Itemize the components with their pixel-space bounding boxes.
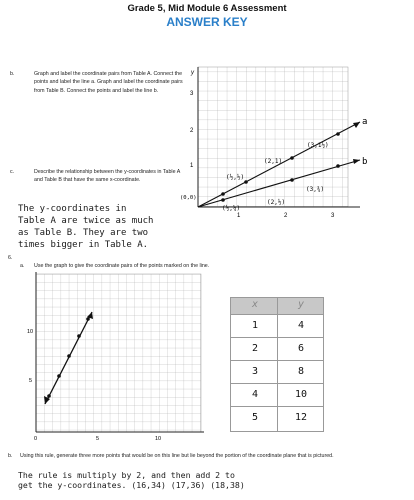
answer-line: The y-coordinates in (18, 204, 127, 214)
coordinate-table (230, 297, 324, 432)
point-a-half (221, 192, 225, 196)
table-cell-y: 8 (297, 366, 305, 377)
page-title: Grade 5, Mid Module 6 Assessment (127, 3, 287, 14)
y-tick-3: 3 (190, 91, 194, 97)
row-line (231, 337, 323, 338)
y-axis-label: y (191, 70, 194, 76)
part-b-answer-6 (18, 470, 245, 490)
point-b-three (336, 164, 340, 168)
row-line (231, 383, 323, 384)
table-divider (277, 298, 278, 431)
point-b-half (221, 198, 225, 202)
answer-line: The rule is multiply by 2, and then add 2 to (18, 470, 235, 480)
part-c-answer (18, 203, 153, 251)
marked-point (47, 394, 51, 398)
marked-point (86, 317, 90, 321)
origin-label: (0,0) (180, 195, 197, 201)
point-a-one (244, 180, 248, 184)
part-a-instructions: Use the graph to give the coordinate pairs of the points marked on the line. (34, 263, 210, 269)
part-c-question: Describe the relationship between the y-coordinates in Table A and Table B that have the same x-coordinate. (34, 169, 180, 184)
table-cell-x: 5 (251, 412, 259, 423)
point-a-three (336, 132, 340, 136)
answer-line: get the y-coordinates. (16,34) (17,36) (18,38) (18, 480, 245, 490)
row-line (231, 406, 323, 407)
part-a-label: a. (20, 263, 25, 269)
part-b-label-6: b. (8, 453, 13, 459)
marked-point (57, 374, 61, 378)
table-cell-y: 10 (294, 389, 308, 400)
row-line (231, 360, 323, 361)
table-header-x: x (251, 299, 259, 310)
marked-point (67, 354, 71, 358)
grid (36, 274, 201, 432)
part-b-instructions: Graph and label the coordinate pairs from Table A. Connect the points and label the line a. Graph and label the coordinate pairs from Table B. Connect the points and label the line b. (34, 71, 183, 94)
x-tick-0: 0 (34, 436, 38, 442)
point-label: (3,1½) (307, 142, 329, 149)
line-a-label: a (362, 117, 368, 127)
answer-line: Table A are twice as much (18, 216, 154, 226)
table-cell-y: 4 (297, 320, 305, 331)
grid (198, 67, 348, 207)
point-b-two (290, 178, 294, 182)
part-b-instructions-6: Using this rule, generate three more points that would be on this line but lie beyond the portion of the coordinate plane that is pictured. (20, 453, 334, 459)
point-label: (½,½) (226, 174, 245, 181)
row-line (231, 314, 323, 315)
point-label: (½,¼) (222, 205, 241, 212)
y-tick-1: 1 (190, 163, 194, 169)
y-tick-2: 2 (190, 128, 194, 134)
x-tick-3: 3 (331, 213, 335, 219)
y-tick-5: 5 (29, 378, 33, 384)
table-cell-x: 3 (251, 366, 259, 377)
point-a-two (290, 156, 294, 160)
x-tick-10: 10 (155, 436, 162, 442)
part-c-label: c. (10, 169, 15, 175)
point-label: (2,1) (264, 158, 283, 165)
table-cell-y: 12 (294, 412, 308, 423)
table-cell-x: 2 (251, 343, 259, 354)
question-6-number: 6. (8, 255, 13, 261)
answer-line: as Table B. They are two (18, 228, 149, 238)
part-b-label: b. (10, 71, 15, 77)
line-b-label: b (362, 157, 368, 167)
answer-key-heading: ANSWER KEY (166, 15, 248, 29)
point-label: (3,¾) (306, 186, 325, 193)
coordinate-plane-lines-a-b (180, 62, 368, 237)
table-header-y: y (297, 299, 305, 310)
table-cell-x: 1 (251, 320, 259, 331)
table-cell-x: 4 (251, 389, 259, 400)
y-tick-10: 10 (27, 329, 34, 335)
table-cell-y: 6 (297, 343, 305, 354)
x-tick-5: 5 (96, 436, 100, 442)
marked-point (77, 334, 81, 338)
answer-line: times bigger in Table A. (18, 240, 149, 250)
x-tick-2: 2 (284, 213, 288, 219)
x-tick-1: 1 (237, 213, 241, 219)
point-label: (2,½) (267, 199, 286, 206)
coordinate-plane-question-6 (18, 272, 208, 442)
